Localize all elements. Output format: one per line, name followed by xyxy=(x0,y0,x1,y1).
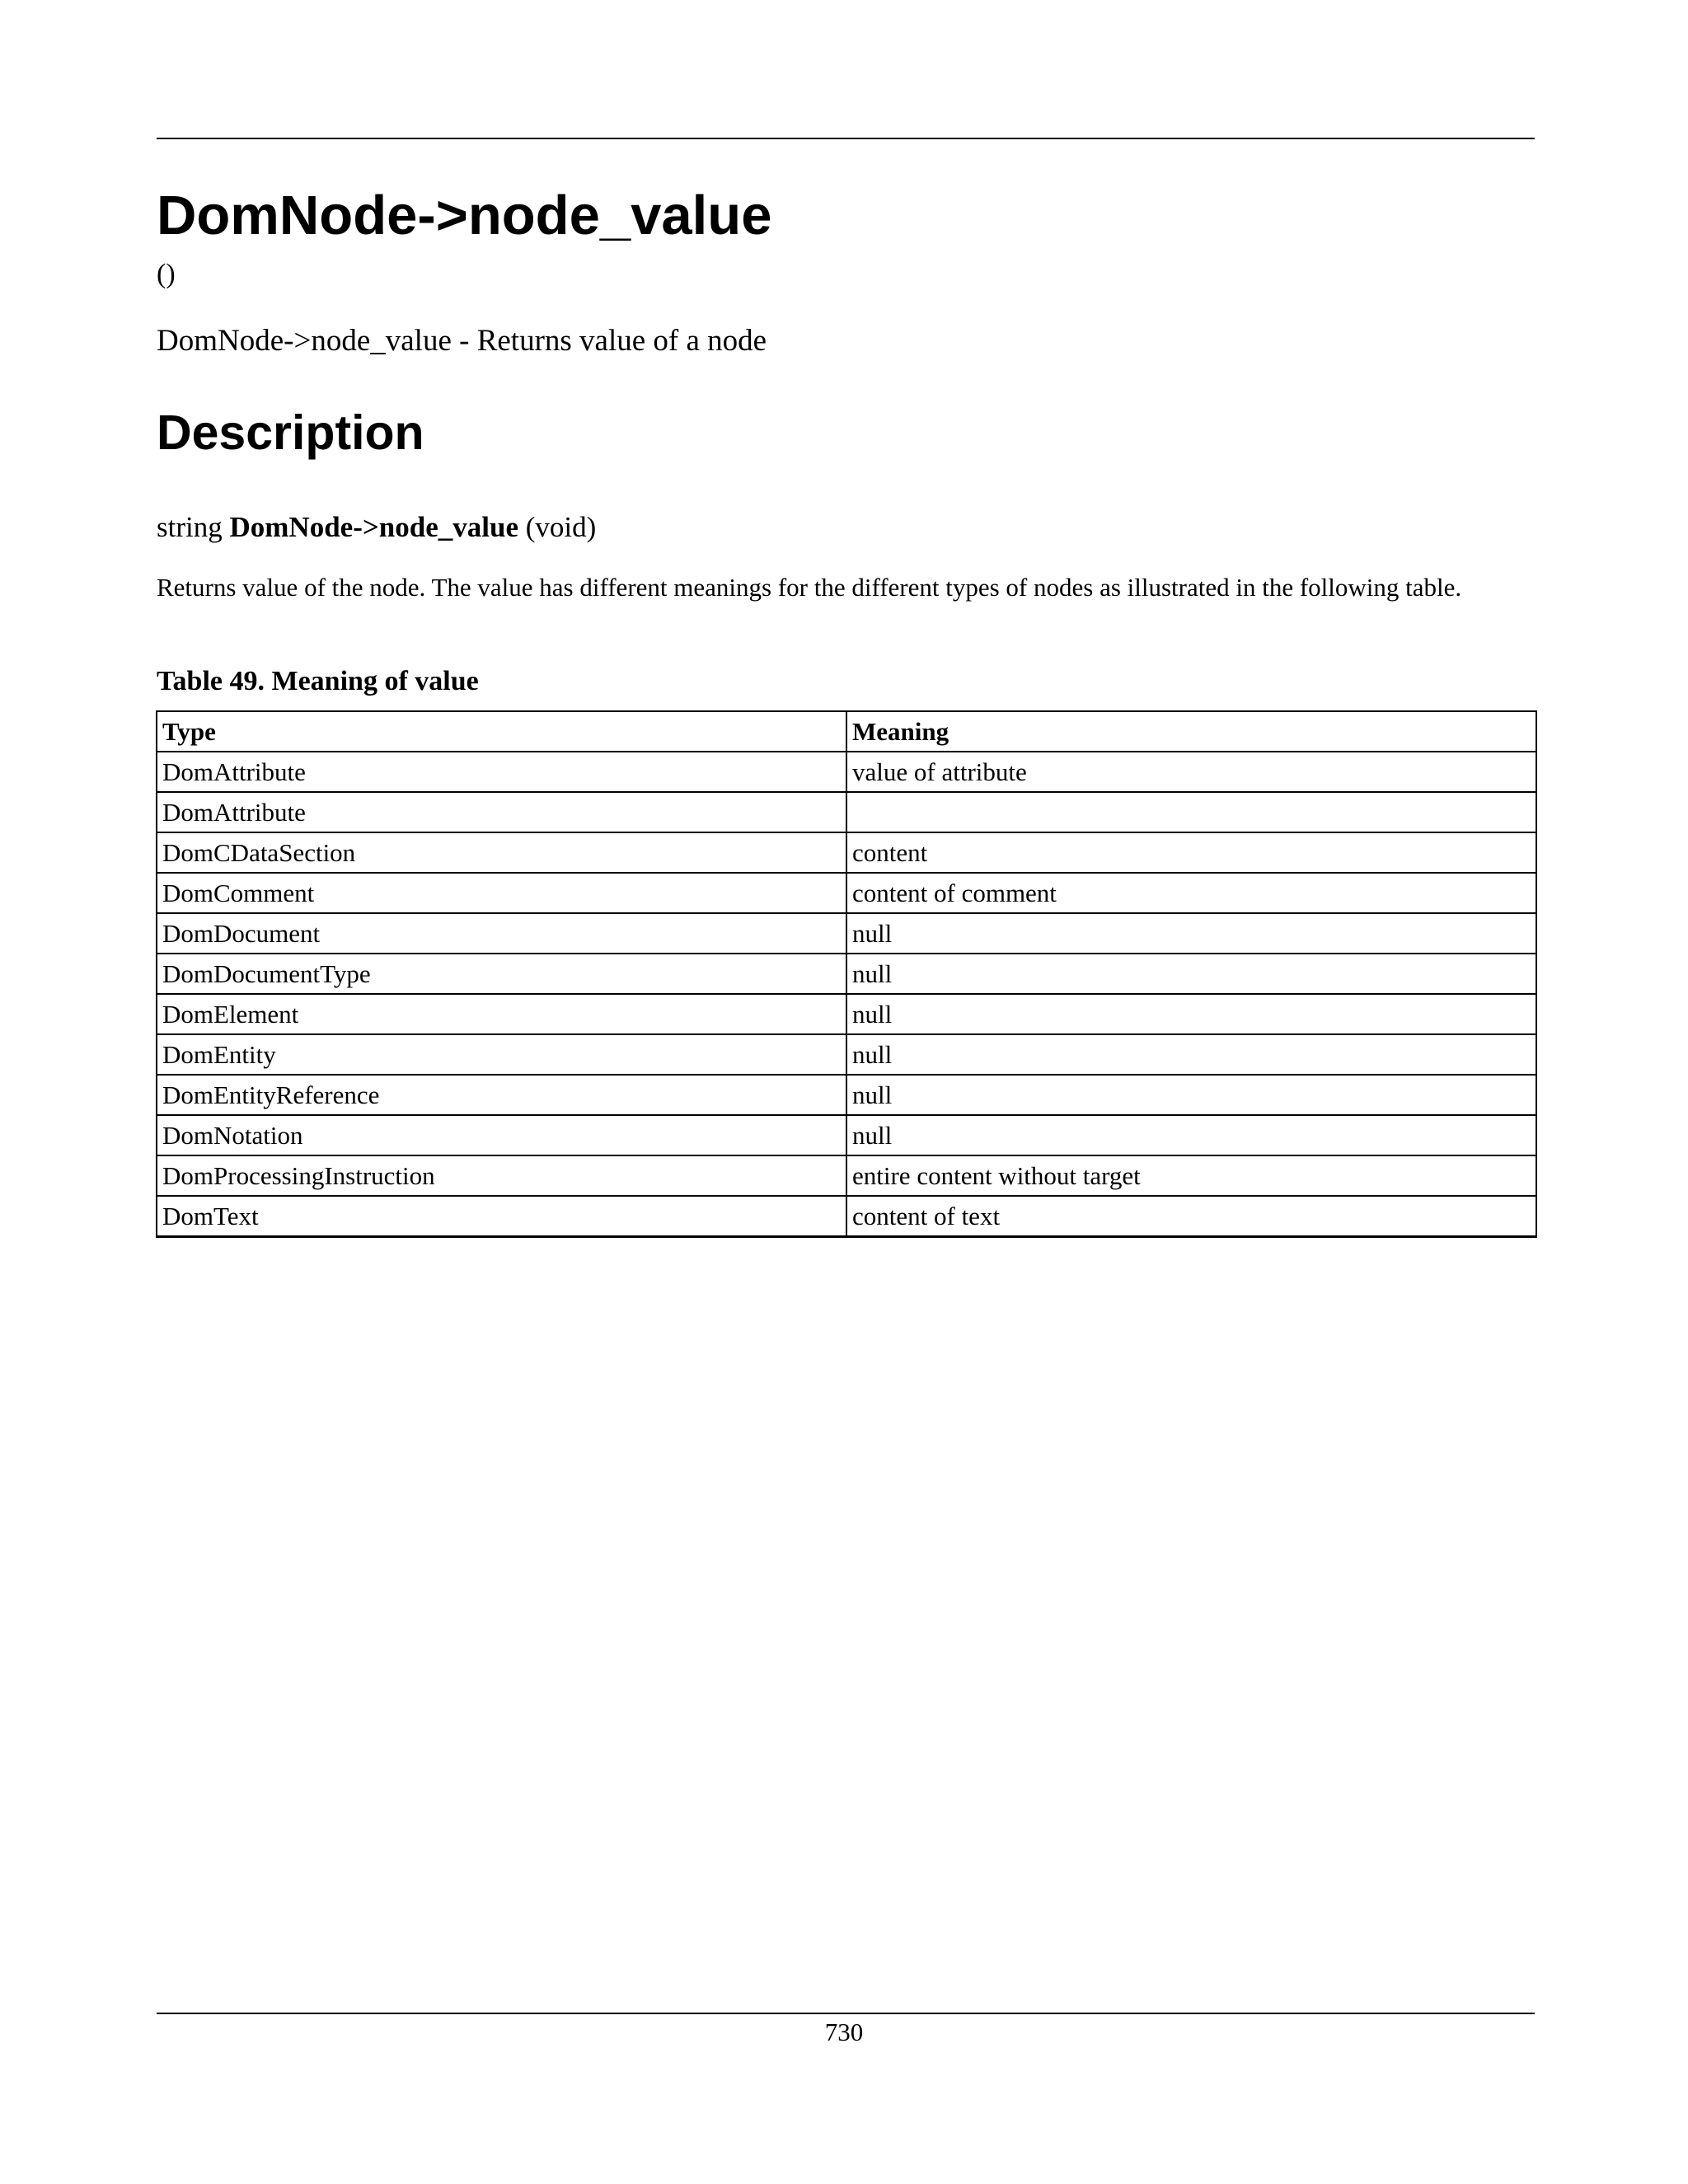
cell-type: DomDocumentType xyxy=(157,954,846,994)
method-synopsis xyxy=(157,513,596,541)
synopsis-return-type: string xyxy=(157,511,223,543)
description-paragraph: Returns value of the node. The value has different meanings for the different types of nodes as illustrated in the following table. xyxy=(157,573,1462,602)
cell-meaning xyxy=(846,792,1536,832)
cell-meaning: content xyxy=(846,832,1536,873)
cell-type: DomElement xyxy=(157,994,846,1034)
cell-meaning: null xyxy=(846,1115,1536,1155)
cell-type: DomAttribute xyxy=(157,752,846,792)
meaning-table xyxy=(156,710,1537,1238)
cell-meaning: null xyxy=(846,954,1536,994)
table-row xyxy=(157,873,1536,913)
cell-type: DomProcessingInstruction xyxy=(157,1155,846,1196)
page-title: DomNode->node_value xyxy=(157,185,772,246)
page-number: 730 xyxy=(824,2018,864,2046)
footer-rule xyxy=(157,2013,1535,2014)
table-row xyxy=(157,1196,1536,1237)
cell-meaning: null xyxy=(846,994,1536,1034)
synopsis-params: (void) xyxy=(525,511,597,543)
cell-meaning: null xyxy=(846,1075,1536,1115)
column-header-type: Type xyxy=(157,711,846,752)
cell-meaning: value of attribute xyxy=(846,752,1536,792)
refname-purpose: DomNode->node_value - Returns value of a node xyxy=(157,324,767,358)
synopsis-function-name: DomNode->node_value xyxy=(229,511,518,543)
cell-meaning: content of comment xyxy=(846,873,1536,913)
table-row xyxy=(157,1075,1536,1115)
table-header-row xyxy=(157,711,1536,752)
cell-meaning: entire content without target xyxy=(846,1155,1536,1196)
table-row xyxy=(157,752,1536,792)
table-row xyxy=(157,994,1536,1034)
table-row xyxy=(157,1115,1536,1155)
column-header-meaning: Meaning xyxy=(846,711,1536,752)
table-row xyxy=(157,954,1536,994)
table-row xyxy=(157,1155,1536,1196)
table-row xyxy=(157,792,1536,832)
description-heading: Description xyxy=(157,405,424,460)
cell-type: DomNotation xyxy=(157,1115,846,1155)
table-caption: Table 49. Meaning of value xyxy=(157,666,479,696)
table-row xyxy=(157,913,1536,954)
cell-type: DomEntityReference xyxy=(157,1075,846,1115)
cell-meaning: null xyxy=(846,1034,1536,1075)
cell-type: DomEntity xyxy=(157,1034,846,1075)
table-row xyxy=(157,832,1536,873)
cell-type: DomComment xyxy=(157,873,846,913)
table-row xyxy=(157,1034,1536,1075)
cell-type: DomDocument xyxy=(157,913,846,954)
title-parens: () xyxy=(157,259,176,289)
cell-type: DomAttribute xyxy=(157,792,846,832)
cell-meaning: null xyxy=(846,913,1536,954)
header-rule xyxy=(157,138,1535,139)
cell-type: DomCDataSection xyxy=(157,832,846,873)
cell-type: DomText xyxy=(157,1196,846,1237)
cell-meaning: content of text xyxy=(846,1196,1536,1237)
